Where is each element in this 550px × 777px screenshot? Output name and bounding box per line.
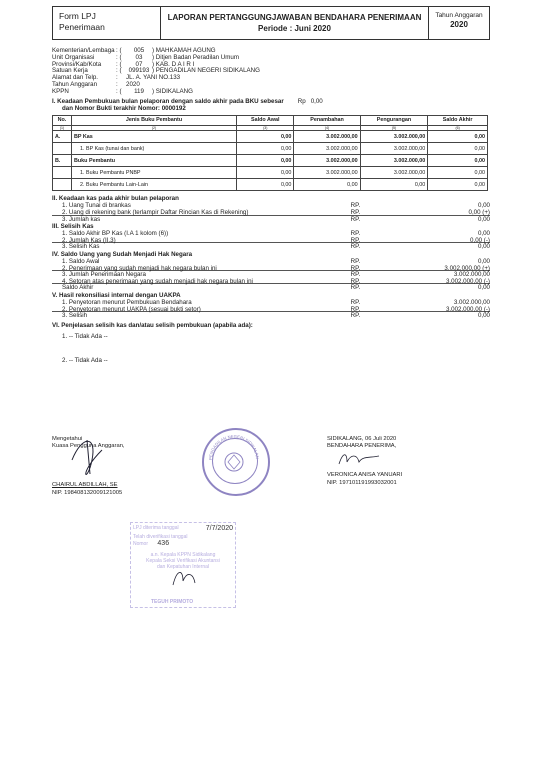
treasurer-signature [327, 436, 402, 487]
treasurer-role: BENDAHARA PENERIMA, [327, 443, 397, 450]
col-header-addition: Penambahan [294, 116, 360, 126]
line-currency: RP. [350, 298, 361, 306]
row-opening: 0,00 [237, 155, 294, 167]
col-index: (6) [428, 126, 488, 131]
form-label-line2: Penerimaan [59, 22, 105, 33]
section-line [52, 299, 490, 306]
meta-value: JL. A. YANI NO.133 [126, 74, 181, 82]
kpa-signature [52, 436, 125, 497]
row-addition: 3.002.000,00 [294, 131, 360, 143]
row-addition: 3.002.000,00 [294, 167, 360, 179]
meta-value: ) MAHKAMAH AGUNG [152, 47, 216, 54]
meta-row [52, 88, 490, 95]
line-value: 0,00 [477, 258, 490, 266]
kppn-verification-stamp [130, 522, 236, 608]
row-name: 2. Buku Pembantu Lain-Lain [72, 179, 237, 191]
col-index: (3) [237, 126, 294, 131]
section-line [52, 216, 490, 223]
meta-row [52, 67, 490, 74]
line-value: 0,00 [477, 312, 490, 320]
line-currency: RP. [351, 306, 381, 313]
section-6-title: VI. Penjelasan selisih kas dan/atau selisih pembukuan (apabila ada): [52, 321, 253, 329]
meta-value: ) KAB. D A I R I [152, 60, 195, 68]
row-no: B. [53, 155, 72, 167]
meta-code: 005 [133, 47, 145, 54]
line-label: 1. Penyetoran menurut Pembukuan Bendahara [62, 298, 192, 306]
line-currency: RP. [351, 209, 381, 216]
row-closing: 0,00 [428, 179, 488, 191]
row-closing: 0,00 [428, 131, 488, 143]
section-title: III. Selisih Kas [52, 223, 94, 231]
line-label: 4. Setoran atas penerimaan yang sudah menjadi hak negara bulan ini [52, 278, 351, 285]
stamp-verified-label: Telah diverifikasi tanggal [133, 533, 188, 540]
line-value: 3.002.000,00 (+) [381, 265, 490, 272]
kpa-name: CHAIRUL ABDILLAH, SE [52, 482, 118, 489]
kpa-role: Kuasa Pengguna Anggaran, [52, 443, 125, 450]
meta-row [52, 54, 490, 61]
table-row [53, 155, 488, 167]
meta-row [52, 74, 490, 81]
meta-key: Satuan Kerja [52, 67, 88, 75]
line-currency: RP. [350, 312, 361, 320]
section-title: V. Hasil rekonsiliasi internal dengan UAKPA [52, 291, 181, 299]
line-value: 0,00 (+) [381, 209, 490, 216]
report-header [52, 6, 490, 40]
meta-value: ) PENGADILAN NEGERI SIDIKALANG [152, 67, 260, 75]
line-currency: RP. [351, 265, 381, 272]
table-row [53, 131, 488, 143]
row-closing: 0,00 [428, 155, 488, 167]
meta-colon: : ( [116, 87, 122, 95]
line-label: 1. Uang Tunai di brankas [62, 202, 131, 210]
meta-value: 2020 [126, 80, 140, 88]
section-6-item: 2. -- Tidak Ada -- [62, 356, 108, 364]
stamp-signatory-line2: Kepala Seksi Verifikasi Akuntansi [146, 558, 220, 564]
meta-value: ) SIDIKALANG [152, 87, 193, 95]
line-label: Saldo Akhir [62, 284, 94, 292]
line-label: 2. Jumlah Kas (II.3) [52, 237, 351, 244]
kpa-nip: NIP. 198408132009121005 [52, 489, 123, 496]
fiscal-year-label: Tahun Anggaran [435, 12, 483, 19]
section-1-rp: Rp [297, 97, 306, 105]
col-index: (5) [360, 126, 428, 131]
line-label: 2. Penerimaan yang sudah menjadi hak negara bulan ini [52, 265, 351, 272]
form-label [53, 7, 161, 39]
signature-place-date: SIDIKALANG, 06 Juli 2020 [327, 436, 397, 442]
section-1-title: I. Keadaan Pembukuan bulan pelaporan dengan saldo akhir pada BKU sebesar [52, 97, 284, 105]
stamp-footer: TEGUH PRIMOTO [151, 598, 194, 605]
col-header-opening: Saldo Awal [237, 116, 294, 126]
document-page [52, 6, 490, 496]
line-value: 0,00 [477, 284, 490, 292]
col-header-no: No. [53, 116, 72, 126]
row-opening: 0,00 [237, 143, 294, 155]
section-1-heading [52, 98, 490, 106]
line-currency: RP. [350, 271, 361, 279]
kpa-acknowledge-label: Mengetahui [52, 436, 83, 442]
row-no [53, 167, 72, 179]
section-line [52, 306, 490, 313]
meta-colon: : ( [116, 60, 122, 68]
line-currency: RP. [350, 258, 361, 266]
line-value: 3.002.000,00 (-) [381, 278, 490, 285]
row-name: Buku Pembantu [72, 155, 237, 167]
meta-colon: : [116, 74, 118, 82]
line-currency: RP. [350, 243, 361, 251]
report-sections [52, 195, 490, 318]
section-title: IV. Saldo Uang yang Sudah Menjadi Hak Negara [52, 251, 193, 259]
meta-row [52, 47, 490, 54]
line-label: 3. Jumlah kas [62, 215, 101, 223]
col-index: (1) [53, 126, 72, 131]
line-label: 3. Selisih [62, 312, 88, 320]
row-no: A. [53, 131, 72, 143]
meta-key: Provinsi/Kab/Kota [52, 60, 102, 68]
row-opening: 0,00 [237, 179, 294, 191]
meta-row [52, 81, 490, 88]
col-index: (2) [72, 126, 237, 131]
bku-table [52, 115, 488, 191]
table-row [53, 143, 488, 155]
row-reduction: 3.002.000,00 [360, 131, 428, 143]
report-title-line1: LAPORAN PERTANGGUNGJAWABAN BENDAHARA PENERIMAAN [167, 13, 422, 22]
meta-colon: : [116, 80, 118, 88]
row-opening: 0,00 [237, 131, 294, 143]
meta-value: ) Ditjen Badan Peradilan Umum [152, 53, 240, 61]
line-currency: RP. [351, 278, 381, 285]
meta-key: Alamat dan Telp. [52, 74, 98, 82]
report-title [161, 7, 428, 39]
meta-code: 03 [135, 53, 143, 61]
section-line [52, 284, 490, 291]
stamp-received-row [133, 525, 233, 534]
row-name: 1. BP Kas (tunai dan bank) [72, 143, 237, 155]
section-line [52, 243, 490, 250]
row-name: BP Kas [72, 131, 237, 143]
line-value: 3.002.000,00 [453, 271, 490, 279]
stamp-received-label: LPJ diterima tanggal [133, 525, 179, 531]
kpa-signature-scribble-icon [62, 430, 122, 480]
stamp-number-row [133, 540, 233, 549]
stamp-number: 436 [157, 540, 170, 547]
report-period: Periode : Juni 2020 [258, 24, 331, 34]
row-reduction: 3.002.000,00 [360, 167, 428, 179]
meta-code: 07 [135, 60, 143, 68]
section-title: II. Keadaan kas pada akhir bulan pelaporan [52, 195, 179, 203]
unit-metadata [52, 47, 490, 95]
court-seal-icon [202, 428, 270, 496]
meta-code: 099193 [128, 67, 150, 75]
row-no [53, 143, 72, 155]
section-line [52, 237, 490, 244]
line-value: 0,00 [477, 215, 490, 223]
stamp-signatory-line3: dan Kepatuhan Internal [157, 564, 209, 571]
line-currency: RP. [350, 284, 361, 292]
row-addition: 0,00 [294, 179, 360, 191]
stamp-date: 7/7/2020 [205, 525, 233, 532]
fiscal-year-value: 2020 [450, 20, 468, 30]
section-line [52, 209, 490, 216]
line-currency: RP. [350, 230, 361, 238]
stamp-number-label: Nomor [133, 541, 149, 547]
line-label: 3. Jumlah Penerimaan Negara [62, 271, 146, 279]
meta-key: Unit Organisasi [52, 53, 95, 61]
row-reduction: 3.002.000,00 [360, 155, 428, 167]
row-addition: 3.002.000,00 [294, 155, 360, 167]
meta-colon: : ( [116, 67, 122, 75]
line-value: 3.002.000,00 [453, 298, 490, 306]
line-label: 2. Penyetoran menurut UAKPA (sesuai bukti setor) [52, 306, 351, 313]
row-reduction: 0,00 [360, 179, 428, 191]
section-line [52, 265, 490, 272]
stamp-signatory-line1: a.n. Kepala KPPN Sidikalang [150, 551, 216, 558]
meta-colon: : ( [116, 47, 122, 54]
section-line [52, 278, 490, 285]
section-line [52, 312, 490, 319]
line-value: 0,00 [477, 230, 490, 238]
section-line [52, 202, 490, 209]
col-index: (4) [294, 126, 360, 131]
row-addition: 3.002.000,00 [294, 143, 360, 155]
line-value: 0,00 [477, 202, 490, 210]
row-opening: 0,00 [237, 167, 294, 179]
meta-key: Kementerian/Lembaga [52, 47, 115, 54]
treasurer-signature-scribble-icon [337, 450, 382, 468]
meta-row [52, 61, 490, 68]
fiscal-year-box [428, 7, 489, 39]
table-row [53, 179, 488, 191]
row-name: 1. Buku Pembantu PNBP [72, 167, 237, 179]
col-header-name: Jenis Buku Pembantu [72, 116, 237, 126]
line-label: 1. Saldo Akhir BP Kas (I.A 1 kolom (6)) [62, 230, 169, 238]
meta-colon: : ( [116, 53, 122, 61]
section-line [52, 258, 490, 265]
line-value: 0,00 (-) [381, 237, 490, 244]
line-label: 2. Uang di rekening bank (terlampir Daftar Rincian Kas di Rekening) [52, 209, 351, 216]
col-header-reduction: Pengurangan [360, 116, 428, 126]
line-currency: RP. [351, 237, 381, 244]
table-header-row [53, 116, 488, 126]
section-1-amount: 0,00 [310, 97, 323, 105]
row-reduction: 3.002.000,00 [360, 143, 428, 155]
row-no [53, 179, 72, 191]
line-value: 0,00 [477, 243, 490, 251]
line-label: 3. Selisih Kas [62, 243, 100, 251]
treasurer-name: VERONICA ANISA YANUARI [327, 472, 403, 479]
form-label-line1: Form LPJ [59, 11, 96, 21]
kppn-signature-scribble-icon [169, 567, 199, 589]
treasurer-nip: NIP. 197101191993032001 [327, 479, 397, 486]
table-row [53, 167, 488, 179]
row-closing: 0,00 [428, 143, 488, 155]
line-label: 1. Saldo Awal [62, 258, 100, 266]
line-value: 3.002.000,00 (-) [381, 306, 490, 313]
line-currency: RP. [350, 202, 361, 210]
row-closing: 0,00 [428, 167, 488, 179]
seal-lettering: PENGADILAN NEGERI SIDIKALAN [207, 433, 260, 461]
section-line [52, 230, 490, 237]
line-currency: RP. [350, 215, 361, 223]
meta-code: 119 [134, 87, 144, 95]
section-1-subtitle: dan Nomor Bukti terakhir Nomor: 0000192 [62, 105, 186, 113]
meta-key: KPPN [52, 87, 69, 95]
col-header-closing: Saldo Akhir [428, 116, 488, 126]
meta-key: Tahun Anggaran [52, 80, 98, 88]
section-line [52, 271, 490, 278]
section-6-item: 1. -- Tidak Ada -- [62, 332, 108, 340]
